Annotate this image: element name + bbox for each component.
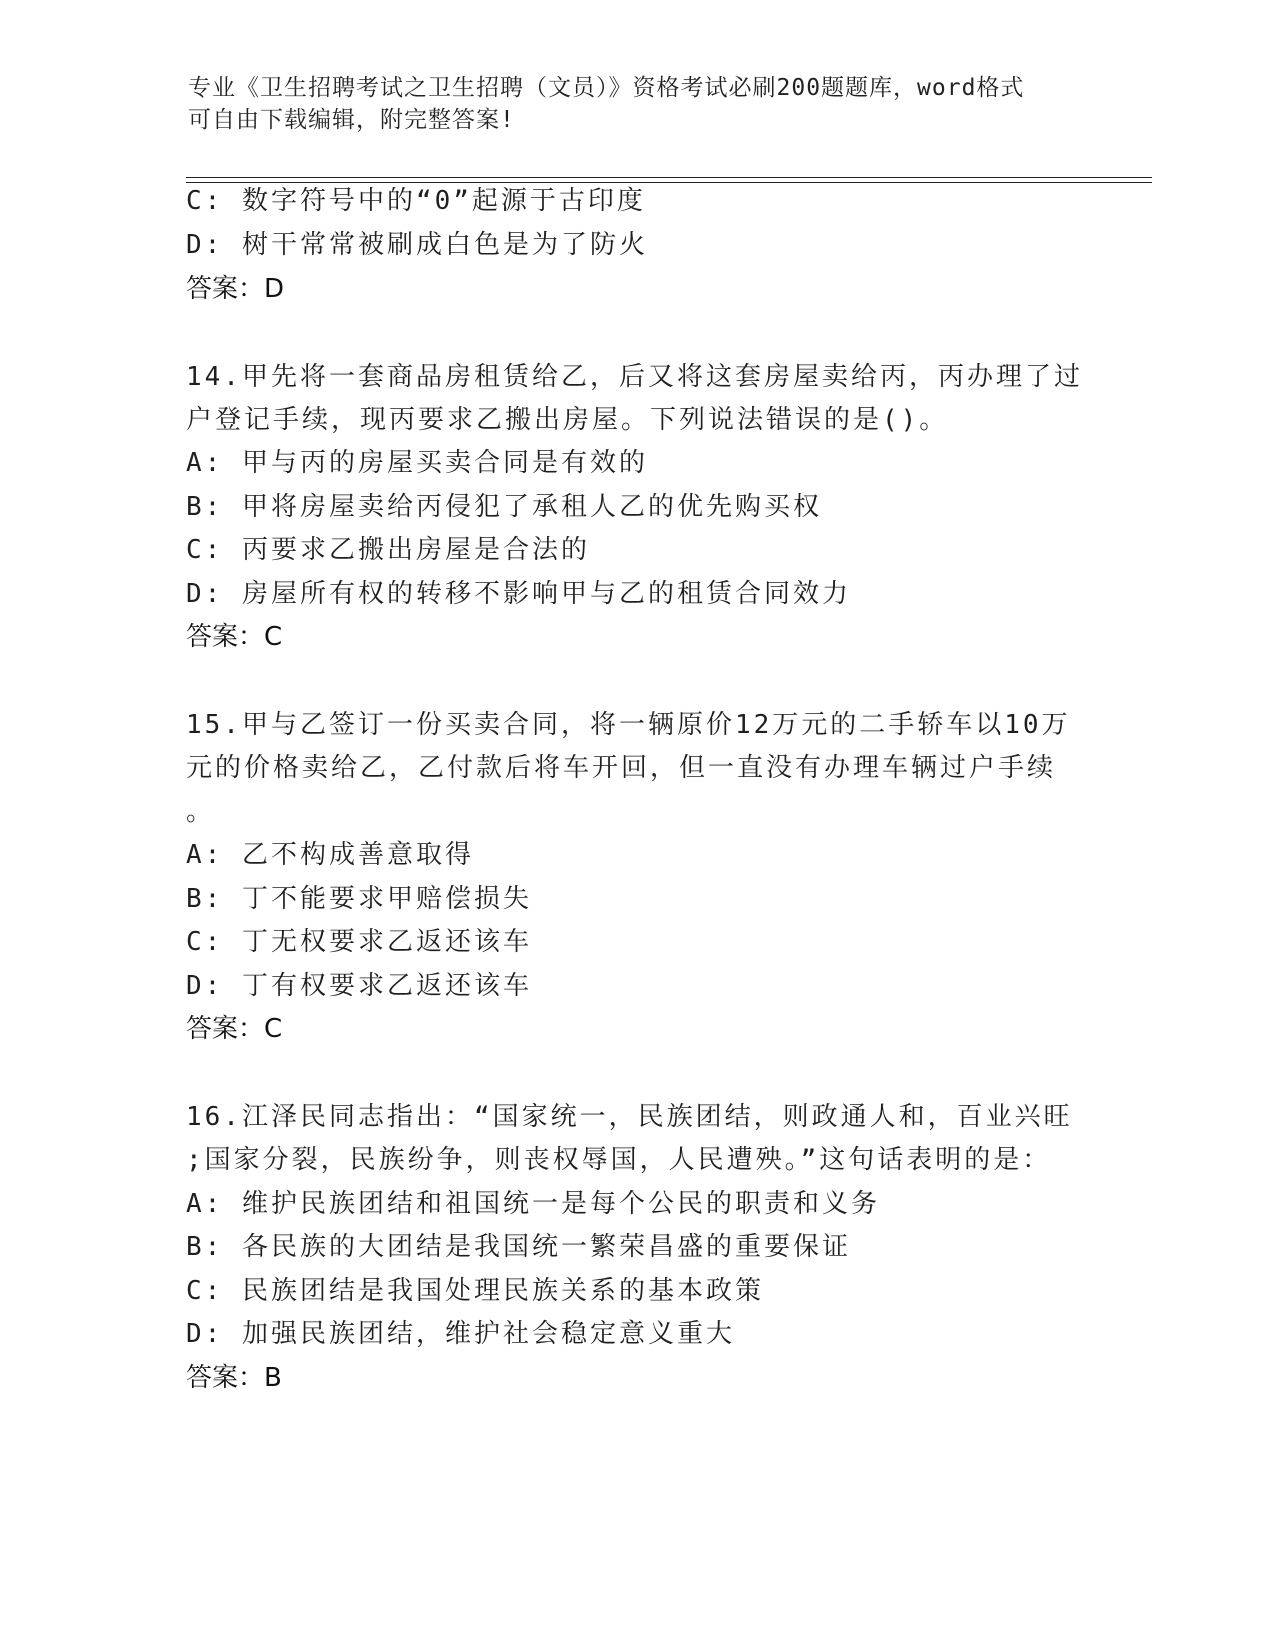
q14-stem-line-2: 户登记手续，现丙要求乙搬出房屋。下列说法错误的是()。 xyxy=(186,405,949,435)
q14-option-a: A: 甲与丙的房屋买卖合同是有效的 xyxy=(186,448,648,478)
q15-stem-line-2: 元的价格卖给乙，乙付款后将车开回，但一直没有办理车辆过户手续 xyxy=(186,753,1057,783)
q14-option-b: B: 甲将房屋卖给丙侵犯了承租人乙的优先购买权 xyxy=(186,492,822,522)
q15-answer: 答案：C xyxy=(186,1014,283,1044)
header-title-line-1: 专业《卫生招聘考试之卫生招聘（文员）》资格考试必刷200题题库，word格式 xyxy=(188,75,1025,101)
q16-stem-line-2: ;国家分裂，民族纷争，则丧权辱国，人民遭殃。”这句话表明的是： xyxy=(186,1145,1052,1175)
q14-stem-line-1: 14.甲先将一套商品房租赁给乙，后又将这套房屋卖给丙，丙办理了过 xyxy=(186,362,1083,392)
q15-option-c: C: 丁无权要求乙返还该车 xyxy=(186,927,532,957)
header-divider-top xyxy=(186,177,1152,178)
page-header xyxy=(188,72,1068,136)
header-title-line-2: 可自由下载编辑，附完整答案! xyxy=(188,107,515,133)
q14-option-d: D: 房屋所有权的转移不影响甲与乙的租赁合同效力 xyxy=(186,579,851,609)
header-divider-bottom xyxy=(186,182,1152,183)
q15-option-b: B: 丁不能要求甲赔偿损失 xyxy=(186,884,532,914)
q16-option-d: D: 加强民族团结，维护社会稳定意义重大 xyxy=(186,1319,735,1349)
q14-option-c: C: 丙要求乙搬出房屋是合法的 xyxy=(186,535,590,565)
q16-stem-line-1: 16.江泽民同志指出：“国家统一，民族团结，则政通人和，百业兴旺 xyxy=(186,1102,1073,1132)
q13-option-c: C: 数字符号中的“0”起源于古印度 xyxy=(186,186,646,216)
q15-option-a: A: 乙不构成善意取得 xyxy=(186,840,474,870)
q13-answer: 答案：D xyxy=(186,274,285,304)
q15-stem-line-3: 。 xyxy=(186,797,216,827)
q15-stem-line-1: 15.甲与乙签订一份买卖合同，将一辆原价12万元的二手轿车以10万 xyxy=(186,710,1071,740)
q14-answer: 答案：C xyxy=(186,622,283,652)
q16-option-c: C: 民族团结是我国处理民族关系的基本政策 xyxy=(186,1276,764,1306)
q16-answer: 答案：B xyxy=(186,1363,282,1393)
q15-option-d: D: 丁有权要求乙返还该车 xyxy=(186,971,532,1001)
q16-option-a: A: 维护民族团结和祖国统一是每个公民的职责和义务 xyxy=(186,1189,880,1219)
q16-option-b: B: 各民族的大团结是我国统一繁荣昌盛的重要保证 xyxy=(186,1232,851,1262)
q13-option-d: D: 树干常常被刷成白色是为了防火 xyxy=(186,230,648,260)
